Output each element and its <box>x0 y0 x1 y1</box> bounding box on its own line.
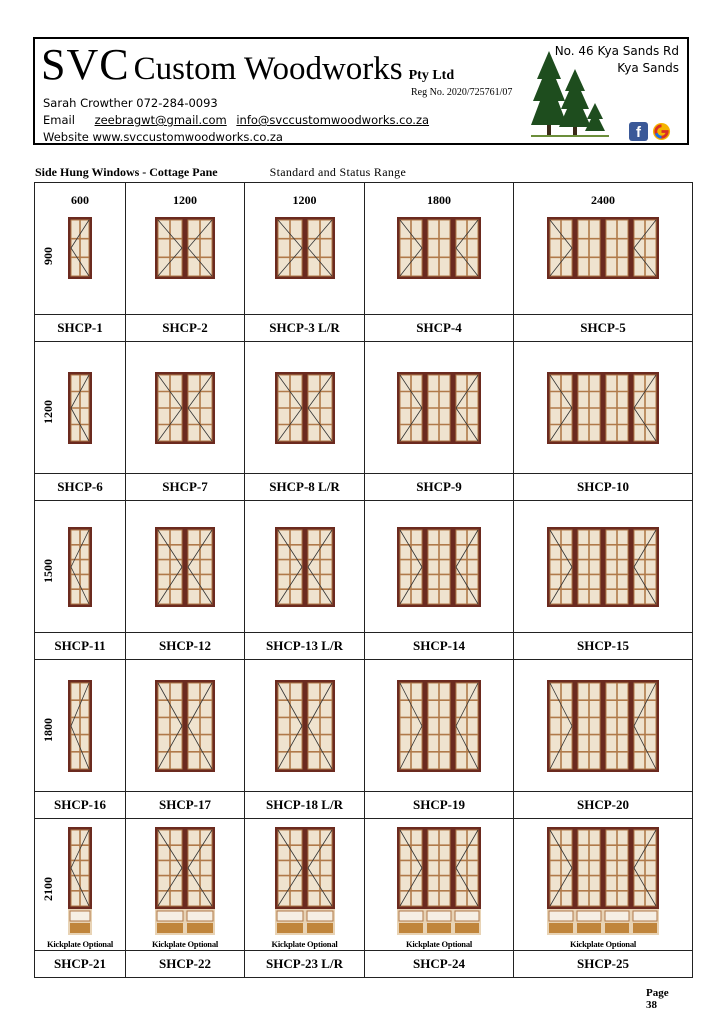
window-cell <box>245 342 365 474</box>
width-label: 1200 <box>173 193 197 207</box>
product-code: SHCP-15 <box>514 633 693 660</box>
height-label: 1500 <box>41 558 55 583</box>
window-cell <box>365 183 514 315</box>
page-number: Page 38 <box>646 987 669 1011</box>
window-drawing <box>397 217 481 284</box>
window-drawing <box>547 372 659 449</box>
product-code: SHCP-9 <box>365 474 514 501</box>
product-code: SHCP-20 <box>514 792 693 819</box>
window-drawing <box>275 372 335 449</box>
google-icon[interactable] <box>652 122 671 141</box>
window-drawing <box>397 372 481 449</box>
window-drawing <box>275 217 335 284</box>
email-link-2[interactable]: info@svccustomwoodworks.co.za <box>236 113 430 127</box>
product-code: SHCP-10 <box>514 474 693 501</box>
window-cell <box>514 819 693 951</box>
product-code: SHCP-11 <box>35 633 126 660</box>
width-label: 600 <box>71 193 89 207</box>
window-cell <box>126 660 245 792</box>
window-drawing <box>275 527 335 612</box>
window-drawing <box>275 680 335 777</box>
window-cell <box>35 501 126 633</box>
window-cell <box>514 342 693 474</box>
picture-row <box>35 342 693 474</box>
product-code: SHCP-25 <box>514 951 693 978</box>
product-code: SHCP-7 <box>126 474 245 501</box>
window-cell <box>35 183 126 315</box>
product-code: SHCP-19 <box>365 792 514 819</box>
height-label: 1200 <box>41 399 55 424</box>
picture-row <box>35 819 693 951</box>
contact-person: Sarah Crowther 072-284-0093 <box>43 96 218 110</box>
picture-row <box>35 183 693 315</box>
width-label: 2400 <box>591 193 615 207</box>
product-code: SHCP-8 L/R <box>245 474 365 501</box>
product-code: SHCP-13 L/R <box>245 633 365 660</box>
section-title: Side Hung Windows - Cottage Pane Standard and Status Range <box>35 165 407 179</box>
windows-table <box>34 182 693 978</box>
email-line: Email zeebragwt@gmail.com info@svccustomwoodworks.co.za <box>43 113 430 127</box>
product-code: SHCP-23 L/R <box>245 951 365 978</box>
window-cell <box>35 819 126 951</box>
window-drawing <box>155 372 215 449</box>
website-line[interactable]: Website www.svccustomwoodworks.co.za <box>43 130 283 144</box>
height-label: 1800 <box>41 717 55 742</box>
kickplate-note: Kickplate Optional <box>569 939 637 949</box>
window-drawing <box>155 217 215 284</box>
product-code: SHCP-1 <box>35 315 126 342</box>
product-code: SHCP-3 L/R <box>245 315 365 342</box>
window-cell <box>365 819 514 951</box>
address: No. 46 Kya Sands Rd Kya Sands <box>554 44 679 75</box>
window-cell <box>126 501 245 633</box>
product-code: SHCP-2 <box>126 315 245 342</box>
window-drawing <box>547 827 659 940</box>
window-cell <box>35 660 126 792</box>
window-drawing <box>397 827 481 940</box>
window-cell <box>35 342 126 474</box>
code-row <box>35 792 693 819</box>
window-cell <box>126 342 245 474</box>
code-row <box>35 474 693 501</box>
window-cell <box>365 660 514 792</box>
window-drawing <box>68 680 92 777</box>
window-cell <box>126 183 245 315</box>
product-code: SHCP-21 <box>35 951 126 978</box>
window-drawing <box>547 217 659 284</box>
product-code: SHCP-12 <box>126 633 245 660</box>
kickplate-note: Kickplate Optional <box>271 939 338 949</box>
product-code: SHCP-17 <box>126 792 245 819</box>
window-cell <box>245 183 365 315</box>
window-cell <box>245 660 365 792</box>
company-name: SVC Custom Woodworks Pty Ltd <box>41 40 455 89</box>
window-drawing <box>155 827 215 940</box>
picture-row <box>35 501 693 633</box>
product-code: SHCP-22 <box>126 951 245 978</box>
tree-logo-icon <box>531 51 609 148</box>
window-cell <box>245 501 365 633</box>
height-label: 2100 <box>41 876 55 901</box>
product-code: SHCP-24 <box>365 951 514 978</box>
kickplate-note: Kickplate Optional <box>151 939 219 949</box>
letterhead <box>33 37 689 145</box>
window-drawing <box>68 527 92 612</box>
kickplate-note: Kickplate Optional <box>405 939 473 949</box>
window-drawing <box>68 827 92 940</box>
window-cell <box>365 501 514 633</box>
window-drawing <box>397 680 481 777</box>
facebook-icon[interactable]: f <box>629 122 648 141</box>
email-link-1[interactable]: zeebragwt@gmail.com <box>94 113 227 127</box>
product-code: SHCP-18 L/R <box>245 792 365 819</box>
window-drawing <box>155 527 215 612</box>
window-drawing <box>547 527 659 612</box>
height-label: 900 <box>41 246 55 265</box>
picture-row <box>35 660 693 792</box>
window-drawing <box>275 827 335 940</box>
product-code: SHCP-14 <box>365 633 514 660</box>
window-drawing <box>397 527 481 612</box>
kickplate-note: Kickplate Optional <box>46 939 114 949</box>
window-cell <box>514 660 693 792</box>
window-drawing <box>68 372 92 449</box>
product-code: SHCP-5 <box>514 315 693 342</box>
width-label: 1200 <box>292 193 317 207</box>
width-label: 1800 <box>427 193 451 207</box>
product-code: SHCP-16 <box>35 792 126 819</box>
code-row <box>35 633 693 660</box>
window-drawing <box>155 680 215 777</box>
window-drawing <box>68 217 92 284</box>
window-cell <box>245 819 365 951</box>
registration-number: Reg No. 2020/725761/07 <box>411 87 513 98</box>
window-cell <box>126 819 245 951</box>
product-code: SHCP-4 <box>365 315 514 342</box>
window-drawing <box>547 680 659 777</box>
window-cell <box>514 501 693 633</box>
window-cell <box>514 183 693 315</box>
product-code: SHCP-6 <box>35 474 126 501</box>
window-cell <box>365 342 514 474</box>
code-row <box>35 315 693 342</box>
code-row <box>35 951 693 978</box>
